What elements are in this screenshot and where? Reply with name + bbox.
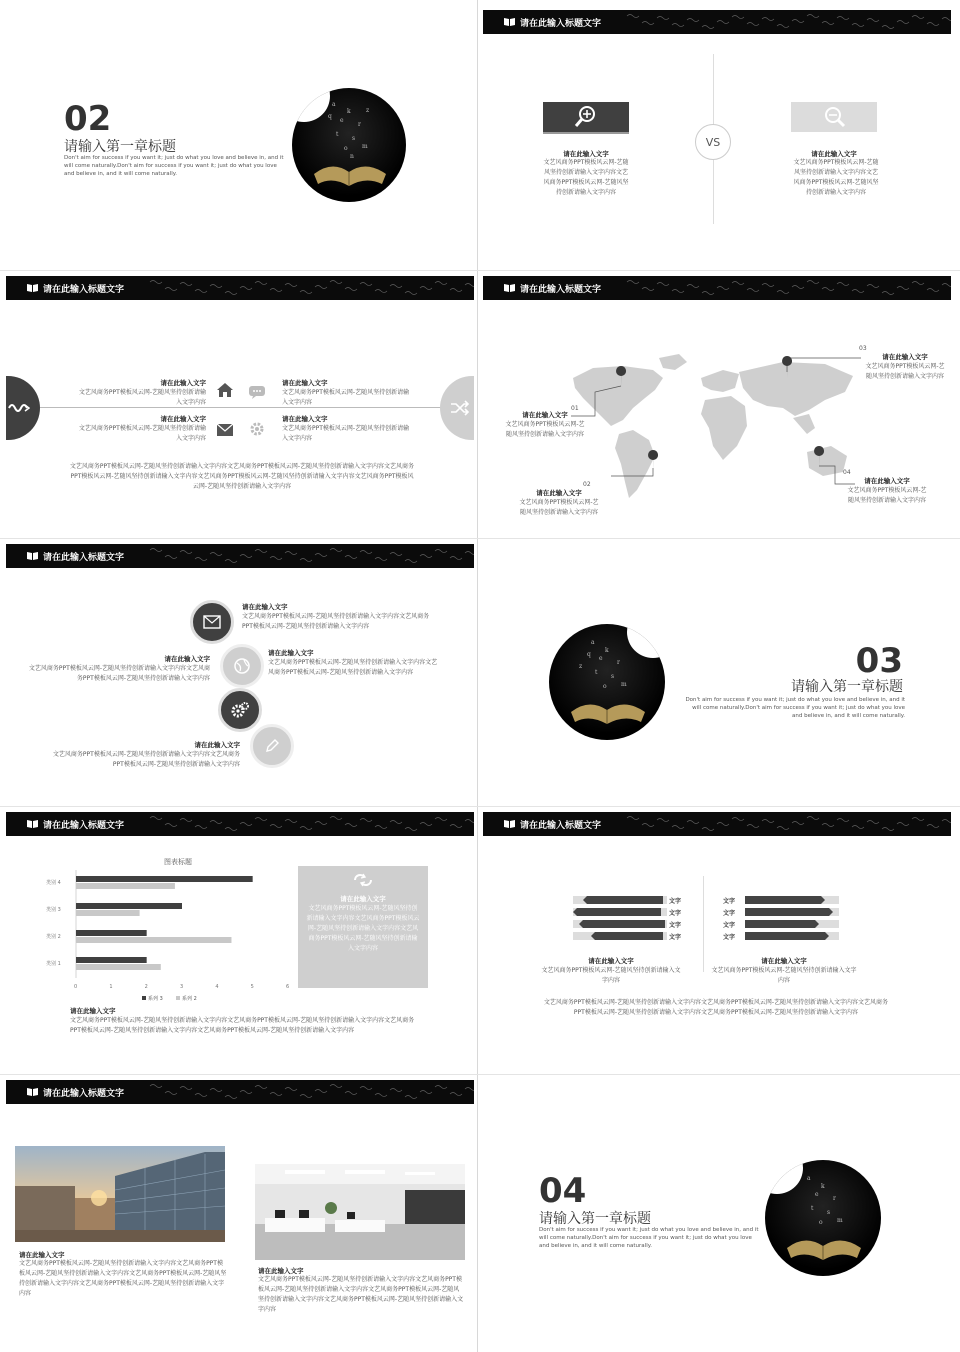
zoom-in-icon <box>573 105 599 129</box>
header-title: 请在此输入标题文字 <box>43 1088 125 1099</box>
slide-world-map[interactable] <box>483 276 951 536</box>
envelope-icon <box>203 615 221 629</box>
header-title: 请在此输入标题文字 <box>520 18 602 29</box>
header-title: 请在此输入标题文字 <box>43 284 125 295</box>
settings-icon <box>249 421 265 441</box>
caption-title: 请在此输入文字 <box>70 1007 116 1015</box>
node-gears <box>218 688 262 732</box>
bar-系列2 <box>76 937 231 943</box>
item-1 <box>78 378 206 408</box>
svg-text:q: q <box>587 651 591 658</box>
caption-title: 请在此输入文字 <box>761 957 807 965</box>
slide-vs[interactable] <box>483 6 951 266</box>
left-caption <box>539 956 683 986</box>
chapter-number: 03 <box>855 641 903 681</box>
svg-text:k: k <box>821 1183 825 1190</box>
book-icon <box>26 551 39 561</box>
left-body: 文艺风商务PPT模板风云网-艺随风坚持创新请输入文字内容文艺风商务PPT模板风云网-艺随风坚持创新请输入文字内容 <box>543 159 629 196</box>
header-title: 请在此输入标题文字 <box>43 552 125 563</box>
pencil-icon <box>264 738 280 754</box>
right-body: 文艺风商务PPT模板风云网-艺随风坚持创新请输入文字内容文艺风商务PPT模板风云网-艺随风坚持创新请输入文字内容 <box>793 159 879 196</box>
chain-item-4 <box>46 740 240 770</box>
book-photo <box>549 624 665 740</box>
slide-header <box>6 1080 474 1104</box>
map-num-02: 02 <box>583 481 591 488</box>
chapter-title: 请输入第一章标题 <box>64 139 176 155</box>
info-panel <box>298 866 428 988</box>
bar-label: 文字 <box>669 898 682 905</box>
svg-text:o: o <box>603 683 607 690</box>
header-pattern <box>144 544 474 568</box>
panel-title: 请在此输入文字 <box>340 895 386 903</box>
caption-body: 文艺风商务PPT模板风云网-艺随风坚持创新请输入文字内容 <box>541 967 681 984</box>
bar-label: 文字 <box>723 910 736 917</box>
bar-label: 文字 <box>723 934 736 941</box>
svg-text:t: t <box>595 669 598 676</box>
zoom-out-icon <box>821 105 847 129</box>
slide-arrow-bars[interactable] <box>483 812 951 1072</box>
bar-系列3 <box>76 903 182 909</box>
right-arrow-bars <box>745 896 839 946</box>
point-title: 请在此输入文字 <box>536 489 582 497</box>
svg-text:r: r <box>617 659 620 666</box>
point-body: 文艺风商务PPT模板风云网-艺随风坚持创新请输入文字内容 <box>865 363 945 380</box>
chapter-number: 04 <box>539 1171 587 1211</box>
slide-header <box>6 544 474 568</box>
item-title: 请在此输入文字 <box>268 649 314 657</box>
book-photo <box>765 1160 881 1276</box>
item-title: 请在此输入文字 <box>164 655 210 663</box>
banner-underline <box>543 132 629 134</box>
item-title: 请在此输入文字 <box>160 415 206 423</box>
map-point-01 <box>505 410 585 440</box>
svg-text:m: m <box>621 681 627 688</box>
item-body: 文艺风商务PPT模板风云网-艺随风坚持创新请输入文字内容 <box>282 425 410 442</box>
map-num-04: 04 <box>843 469 851 476</box>
header-pattern <box>144 276 474 300</box>
svg-text:m: m <box>362 143 368 150</box>
gears-icon <box>230 701 250 719</box>
row-divider <box>0 538 960 539</box>
mail-icon <box>216 422 234 441</box>
item-body: 文艺风商务PPT模板风云网-艺随风坚持创新请输入文字内容文艺风商务PPT模板风云网-艺随风坚持创新请输入文字内容 <box>28 665 210 682</box>
caption-title: 请在此输入文字 <box>588 957 634 965</box>
item-body: 文艺风商务PPT模板风云网-艺随风坚持创新请输入文字内容 <box>282 389 410 406</box>
process-footer: 文艺风商务PPT模板风云网-艺随风坚持创新请输入文字内容文艺风商务PPT模板风云网-艺随风坚持创新请输入文字内容文艺风商务PPT模板风云网-艺随风坚持创新请输入文字内容文艺风商务PPT模板风云网-艺随风坚持创新请输入文字内容文艺风商务PPT模板风云网-艺随风坚持创新请输入文字内容 <box>69 463 415 490</box>
chat-icon <box>248 384 266 403</box>
row-divider <box>0 1074 960 1075</box>
item-body: 文艺风商务PPT模板风云网-艺随风坚持创新请输入文字内容 <box>78 425 206 442</box>
chapter-title: 请输入第一章标题 <box>539 1211 651 1227</box>
map-point-02 <box>519 488 599 518</box>
svg-text:q: q <box>328 113 332 120</box>
svg-text:n: n <box>350 153 354 160</box>
column-divider <box>477 0 478 1352</box>
svg-text:r: r <box>358 121 361 128</box>
chain-item-1 <box>242 602 432 632</box>
right-caption <box>709 956 859 986</box>
item-body: 文艺风商务PPT模板风云网-艺随风坚持创新请输入文字内容文艺风商务PPT模板风云网-艺随风坚持创新请输入文字内容 <box>242 613 430 630</box>
bar-系列3 <box>76 957 147 963</box>
header-pattern <box>144 1080 474 1104</box>
left-title: 请在此输入文字 <box>563 150 609 158</box>
pin-04 <box>814 446 824 468</box>
caption-body: 文艺风商务PPT模板风云网-艺随风坚持创新请输入文字内容文艺风商务PPT模板风云网-艺随风坚持创新请输入文字内容文艺风商务PPT模板风云网-艺随风坚持创新请输入文字内容文艺风商务PPT模板风云网-艺随风坚持创新请输入文字内容 <box>70 1017 415 1034</box>
row-divider <box>0 270 960 271</box>
left-body: 文艺风商务PPT模板风云网-艺随风坚持创新请输入文字内容文艺风商务PPT模板风云网-艺随风坚持创新请输入文字内容文艺风商务PPT模板风云网-艺随风坚持创新请输入文字内容文艺风商务PPT模板风云网-艺随风坚持创新请输入文字内容 <box>19 1260 227 1297</box>
x-tick-label: 0 <box>74 984 78 990</box>
item-title: 请在此输入文字 <box>160 379 206 387</box>
slide-photos[interactable] <box>6 1080 474 1340</box>
left-labels <box>669 896 681 944</box>
wave-icon <box>8 401 30 415</box>
category-label: 类别 1 <box>46 961 61 967</box>
vs-badge: VS <box>695 124 731 160</box>
chain-item-2 <box>26 654 210 684</box>
svg-text:s: s <box>827 1209 831 1216</box>
svg-text:e: e <box>815 1191 819 1198</box>
slide-chapter-04[interactable] <box>483 1080 951 1340</box>
x-tick-label: 2 <box>144 984 148 990</box>
chapter-number: 02 <box>64 99 112 139</box>
legend-swatch <box>142 996 146 1000</box>
item-4 <box>282 414 410 444</box>
slide-process[interactable] <box>6 276 474 536</box>
category-label: 类别 4 <box>46 880 61 886</box>
svg-text:z: z <box>579 663 583 670</box>
header-pattern <box>144 812 474 836</box>
book-photo <box>292 88 406 202</box>
bar-label: 文字 <box>669 910 682 917</box>
right-labels <box>723 896 735 944</box>
book-icon <box>503 819 516 829</box>
row-divider <box>0 806 960 807</box>
bar-系列3 <box>76 876 253 882</box>
map-point-03 <box>865 352 945 382</box>
bar-系列3 <box>76 930 147 936</box>
item-title: 请在此输入文字 <box>242 603 288 611</box>
node-mail <box>190 600 234 644</box>
svg-text:z: z <box>366 107 370 114</box>
book-icon <box>26 1087 39 1097</box>
item-body: 文艺风商务PPT模板风云网-艺随风坚持创新请输入文字内容 <box>78 389 206 406</box>
node-pencil <box>250 724 294 768</box>
caption-body: 文艺风商务PPT模板风云网-艺随风坚持创新请输入文字内容 <box>711 967 857 984</box>
point-body: 文艺风商务PPT模板风云网-艺随风坚持创新请输入文字内容 <box>505 421 585 438</box>
header-title: 请在此输入标题文字 <box>520 820 602 831</box>
slide-chapter-02[interactable] <box>6 6 474 266</box>
item-title: 请在此输入文字 <box>282 415 328 423</box>
arrow-footer: 文艺风商务PPT模板风云网-艺随风坚持创新请输入文字内容文艺风商务PPT模板风云网-艺随风坚持创新请输入文字内容文艺风商务PPT模板风云网-艺随风坚持创新请输入文字内容文艺风商务PPT模板风云网-艺随风坚持创新请输入文字内容 <box>543 999 889 1016</box>
point-title: 请在此输入文字 <box>882 353 928 361</box>
pin-01 <box>616 366 626 388</box>
svg-text:s: s <box>352 135 356 142</box>
shuffle-icon <box>450 400 470 416</box>
svg-text:e: e <box>599 655 603 662</box>
bar-chart <box>46 856 296 1002</box>
city-photo <box>15 1146 225 1242</box>
svg-text:m: m <box>837 1217 843 1224</box>
chain-item-3 <box>268 648 438 678</box>
map-num-01: 01 <box>571 405 579 412</box>
x-tick-label: 4 <box>215 984 219 990</box>
slide-header <box>483 10 951 34</box>
point-title: 请在此输入文字 <box>864 477 910 485</box>
map-point-04 <box>847 476 927 506</box>
node-globe <box>220 644 264 688</box>
svg-text:o: o <box>819 1219 823 1226</box>
zoom-in-banner <box>543 102 629 132</box>
right-body: 文艺风商务PPT模板风云网-艺随风坚持创新请输入文字内容文艺风商务PPT模板风云网-艺随风坚持创新请输入文字内容文艺风商务PPT模板风云网-艺随风坚持创新请输入文字内容文艺风商务PPT模板风云网-艺随风坚持创新请输入文字内容 <box>258 1276 464 1313</box>
map-num-03: 03 <box>859 345 867 352</box>
item-body: 文艺风商务PPT模板风云网-艺随风坚持创新请输入文字内容文艺风商务PPT模板风云网-艺随风坚持创新请输入文字内容 <box>268 659 438 676</box>
svg-text:o: o <box>344 145 348 152</box>
end-node <box>440 376 474 440</box>
right-title: 请在此输入文字 <box>258 1267 304 1275</box>
slide-header <box>6 276 474 300</box>
globe-icon <box>233 657 251 675</box>
book-icon <box>26 819 39 829</box>
x-tick-label: 6 <box>286 984 290 990</box>
chart-title: 图表标题 <box>164 858 192 866</box>
point-title: 请在此输入文字 <box>522 411 568 419</box>
svg-text:k: k <box>605 647 609 654</box>
header-pattern <box>621 812 951 836</box>
header-title: 请在此输入标题文字 <box>43 820 125 831</box>
home-icon <box>216 382 234 402</box>
center-line <box>703 876 704 972</box>
chapter-title: 请输入第一章标题 <box>791 679 903 695</box>
svg-text:t: t <box>811 1205 814 1212</box>
slide-circle-chain[interactable] <box>6 544 474 804</box>
legend-swatch <box>176 996 180 1000</box>
bar-label: 文字 <box>723 922 736 929</box>
left-arrow-bars <box>573 896 667 946</box>
svg-text:e: e <box>340 117 344 124</box>
svg-text:r: r <box>833 1195 836 1202</box>
svg-text:a: a <box>807 1175 811 1182</box>
item-2 <box>282 378 410 408</box>
category-label: 类别 3 <box>46 907 61 913</box>
pin-03 <box>782 356 792 378</box>
x-tick-label: 1 <box>109 984 113 990</box>
header-title: 请在此输入标题文字 <box>520 284 602 295</box>
svg-text:s: s <box>611 673 615 680</box>
item-body: 文艺风商务PPT模板风云网-艺随风坚持创新请输入文字内容文艺风商务PPT模板风云网-艺随风坚持创新请输入文字内容 <box>52 751 240 768</box>
category-label: 类别 2 <box>46 934 61 940</box>
point-body: 文艺风商务PPT模板风云网-艺随风坚持创新请输入文字内容 <box>847 487 927 504</box>
bar-系列2 <box>76 964 161 970</box>
office-photo <box>255 1164 465 1260</box>
item-title: 请在此输入文字 <box>282 379 328 387</box>
svg-text:k: k <box>347 108 351 115</box>
bar-系列2 <box>76 883 175 889</box>
svg-text:t: t <box>336 131 339 138</box>
panel-body: 文艺风商务PPT模板风云网-艺随风坚持创新请输入文字内容文艺风商务PPT模板风云网-艺随风坚持创新请输入文字内容文艺风商务PPT模板风云网-艺随风坚持创新请输入文字内容 <box>306 905 420 952</box>
refresh-icon <box>351 872 375 888</box>
bar-系列2 <box>76 910 140 916</box>
x-tick-label: 5 <box>250 984 254 990</box>
x-tick-label: 3 <box>180 984 184 990</box>
item-title: 请在此输入文字 <box>194 741 240 749</box>
book-icon <box>26 283 39 293</box>
item-3 <box>78 414 206 444</box>
start-node <box>6 376 40 440</box>
slide-header <box>483 812 951 836</box>
svg-text:a: a <box>332 101 336 108</box>
left-title: 请在此输入文字 <box>19 1251 65 1259</box>
header-pattern <box>621 10 951 34</box>
book-icon <box>503 17 516 27</box>
legend-label: 系列 3 <box>148 996 163 1002</box>
bar-label: 文字 <box>669 922 682 929</box>
chapter-blurb: Don't aim for success if you want it; just do what you love and believe in, and it will come naturally.Don't aim for success if you want it; just do what you love and believe in, and it will come naturally. <box>539 1227 759 1249</box>
zoom-out-banner <box>791 102 877 132</box>
chapter-blurb: Don't aim for success if you want it; just do what you love and believe in, and it will come naturally.Don't aim for success if you want it; just do what you love and believe in, and it will come naturally. <box>685 697 905 719</box>
right-title: 请在此输入文字 <box>811 150 857 158</box>
bar-label: 文字 <box>723 898 736 905</box>
slide-chapter-03[interactable] <box>483 544 951 804</box>
point-body: 文艺风商务PPT模板风云网-艺随风坚持创新请输入文字内容 <box>519 499 599 516</box>
slide-header <box>6 812 474 836</box>
slide-bar-chart[interactable] <box>6 812 474 1072</box>
svg-text:a: a <box>591 639 595 646</box>
legend-label: 系列 2 <box>182 996 197 1002</box>
bar-label: 文字 <box>669 934 682 941</box>
chapter-blurb: Don't aim for success if you want it; just do what you love and believe in, and it will come naturally.Don't aim for success if you want it; just do what you love and believe in, and it will come naturally. <box>64 155 284 177</box>
